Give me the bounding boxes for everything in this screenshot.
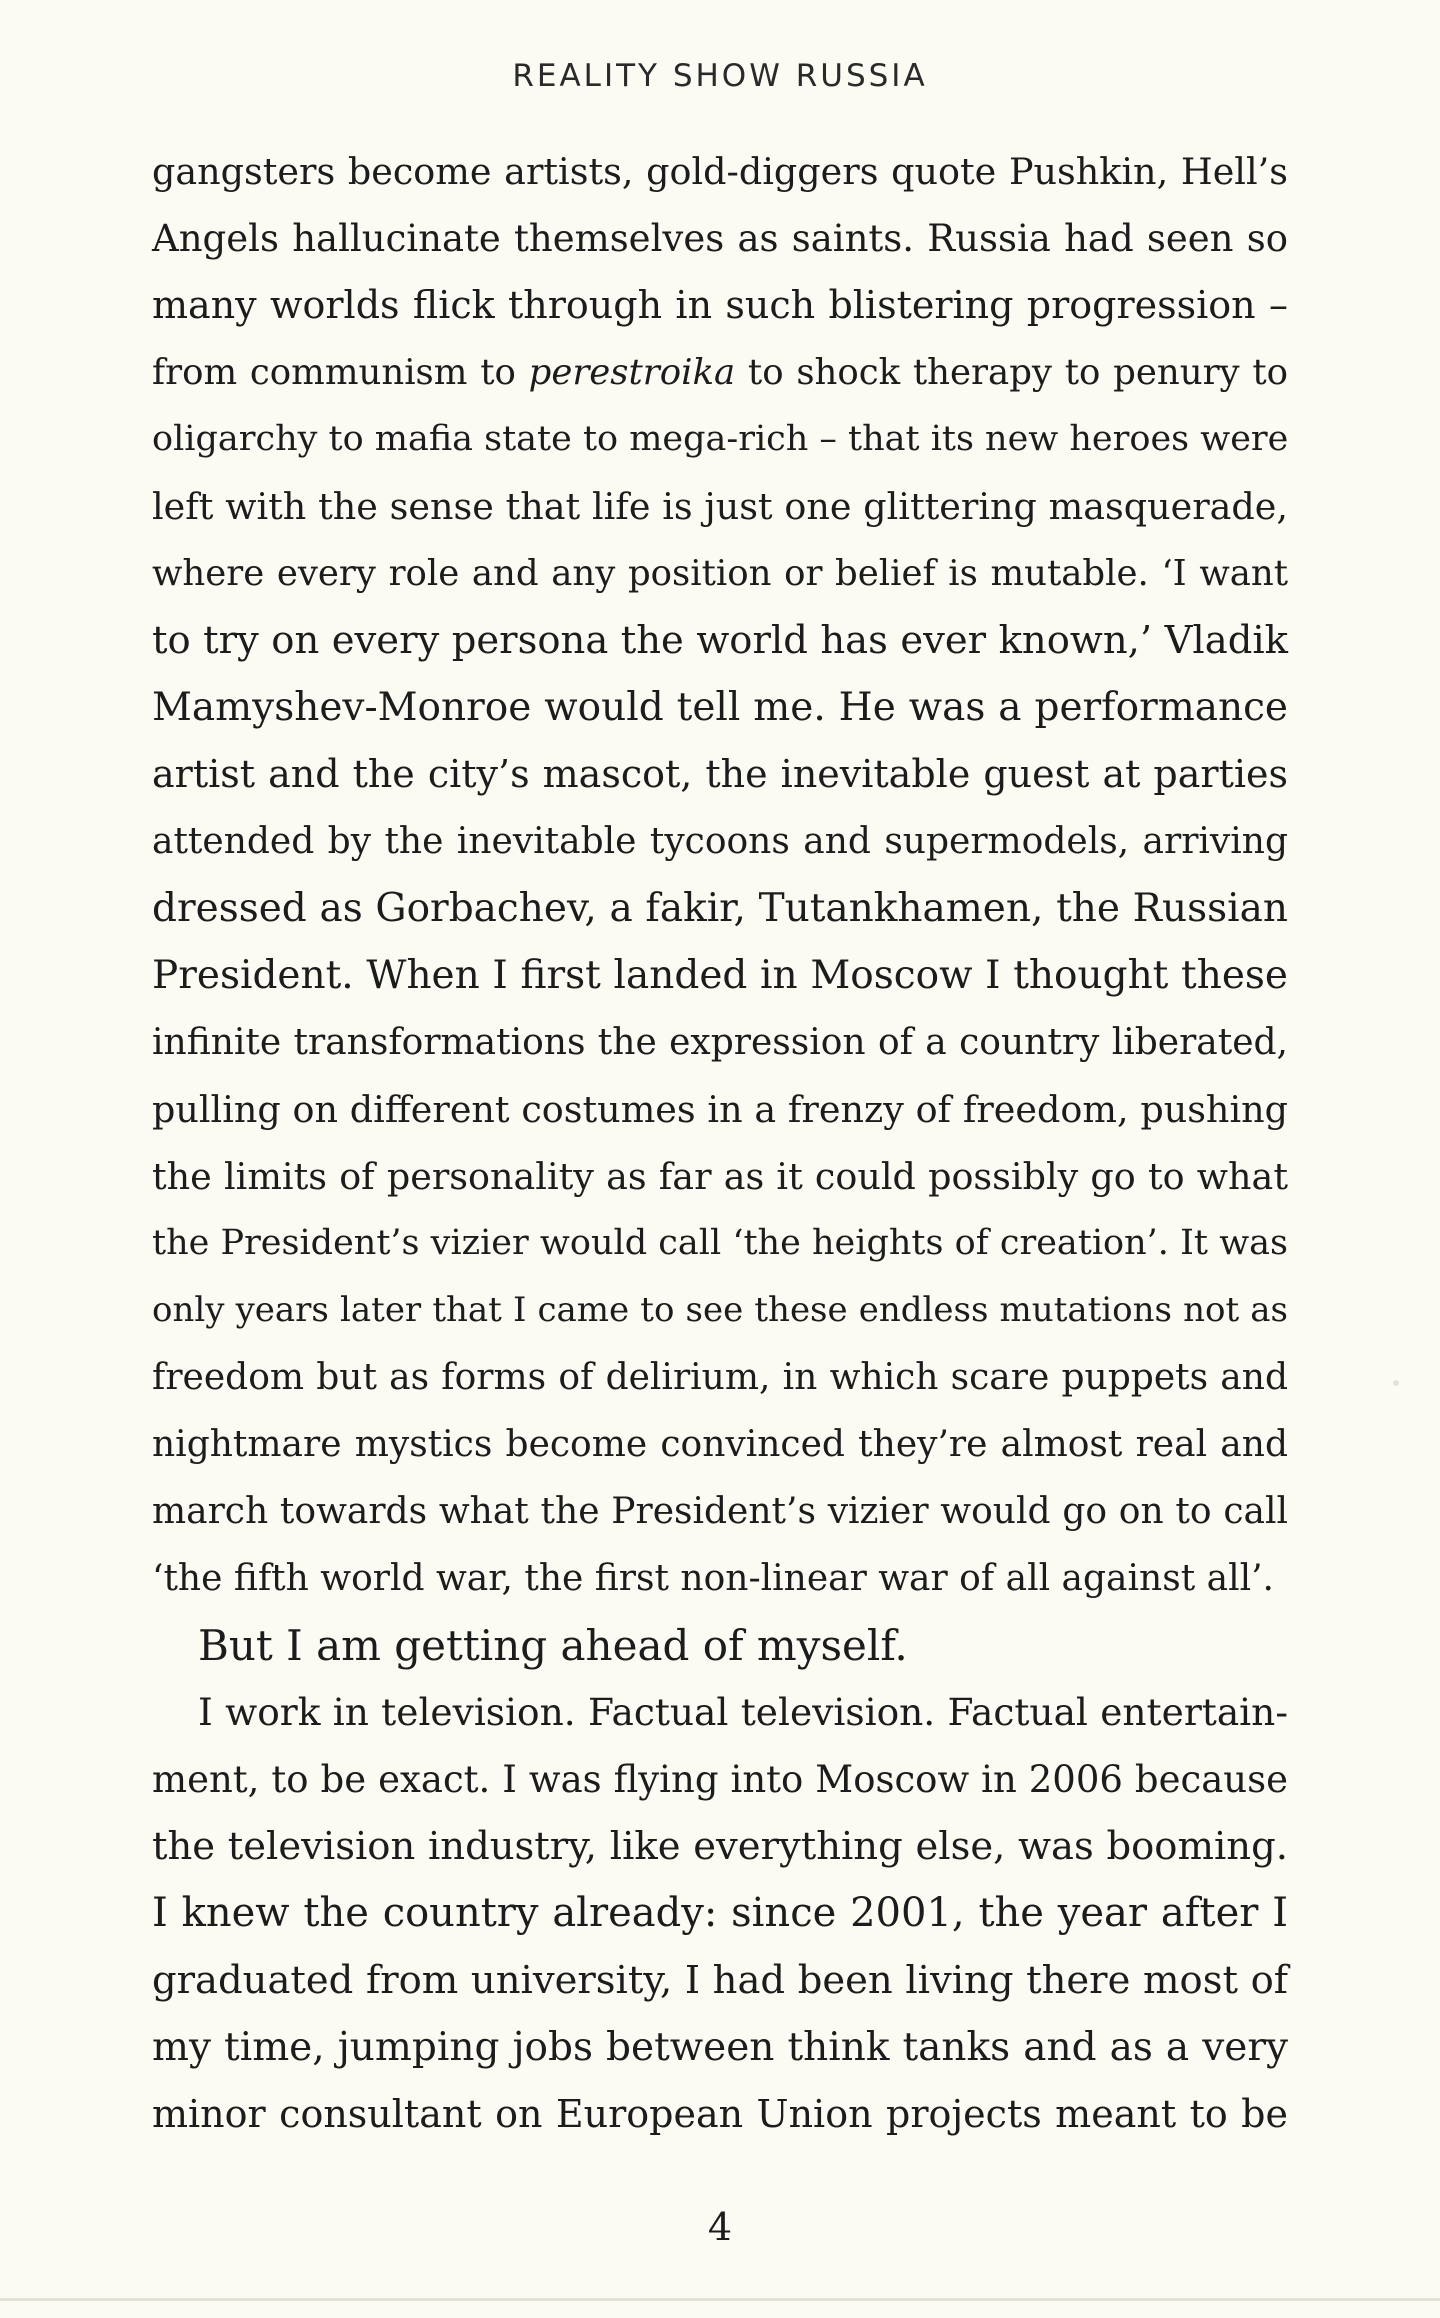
scan-speck [1393,1380,1399,1386]
page-bottom-edge [0,2298,1440,2301]
text-line: artist and the city’s mascot, the inevitable guest at parties [152,752,1288,796]
text-line: to try on every persona the world has ever known,’ Vladik [152,618,1288,663]
text-line: But I am getting ahead of myself. [198,1621,908,1670]
text-line: ment, to be exact. I was flying into Moscow in 2006 because [152,1758,1288,1801]
text-line: freedom but as forms of delirium, in which scare puppets and [152,1357,1288,1398]
text-line: oligarchy to mafia state to mega-rich – that its new heroes were [152,419,1289,459]
text-line: gangsters become artists, gold-diggers quote Pushkin, Hell’s [152,150,1288,193]
text-line: my time, jumping jobs between think tanks and as a very [152,2025,1288,2070]
text-line: the limits of personality as far as it could possibly go to what [152,1155,1288,1198]
text-line: attended by the inevitable tycoons and supermodels, arriving [152,821,1288,862]
text-line: only years later that I came to see these endless mutations not as [152,1290,1288,1330]
text-line: Angels hallucinate themselves as saints. Russia had seen so [152,217,1288,260]
italic-term: perestroika [528,352,736,393]
text-line: Mamyshev-Monroe would tell me. He was a performance [152,685,1288,730]
text-line: I knew the country already: since 2001, the year after I [152,1890,1288,1936]
text-line: I work in television. Factual television. Factual entertain- [198,1690,1288,1734]
text-line [152,339,1288,406]
text-fragment: to shock therapy to penury to [735,352,1288,393]
text-line: the television industry, like everything else, was booming. [152,1824,1288,1869]
text-line: President. When I first landed in Moscow I thought these [152,953,1288,998]
text-line: dressed as Gorbachev, a fakir, Tutankhamen, the Russian [152,886,1288,931]
page-number: 4 [707,2205,733,2249]
text-line: the President’s vizier would call ‘the heights of creation’. It was [152,1223,1288,1263]
text-line: pulling on different costumes in a frenzy of freedom, pushing [152,1088,1288,1131]
text-line: minor consultant on European Union projects meant to be [152,2092,1288,2136]
text-line: ‘the fifth world war, the first non-linear war of all against all’. [152,1558,1274,1599]
text-line: nightmare mystics become convinced they’re almost real and [152,1424,1288,1465]
body-text [152,138,1288,2148]
text-line: infinite transformations the expression of a country liberated, [152,1022,1288,1063]
text-fragment: from communism to [152,352,529,393]
text-line: graduated from university, I had been living there most of [152,1958,1288,2003]
text-line: many worlds flick through in such blistering progression – [152,283,1288,327]
text-line: where every role and any position or belief is mutable. ‘I want [152,553,1288,594]
text-line: left with the sense that life is just one glittering masquerade, [152,485,1288,528]
text-line: march towards what the President’s vizier would go on to call [152,1491,1288,1532]
running-head: REALITY SHOW RUSSIA [512,58,928,94]
